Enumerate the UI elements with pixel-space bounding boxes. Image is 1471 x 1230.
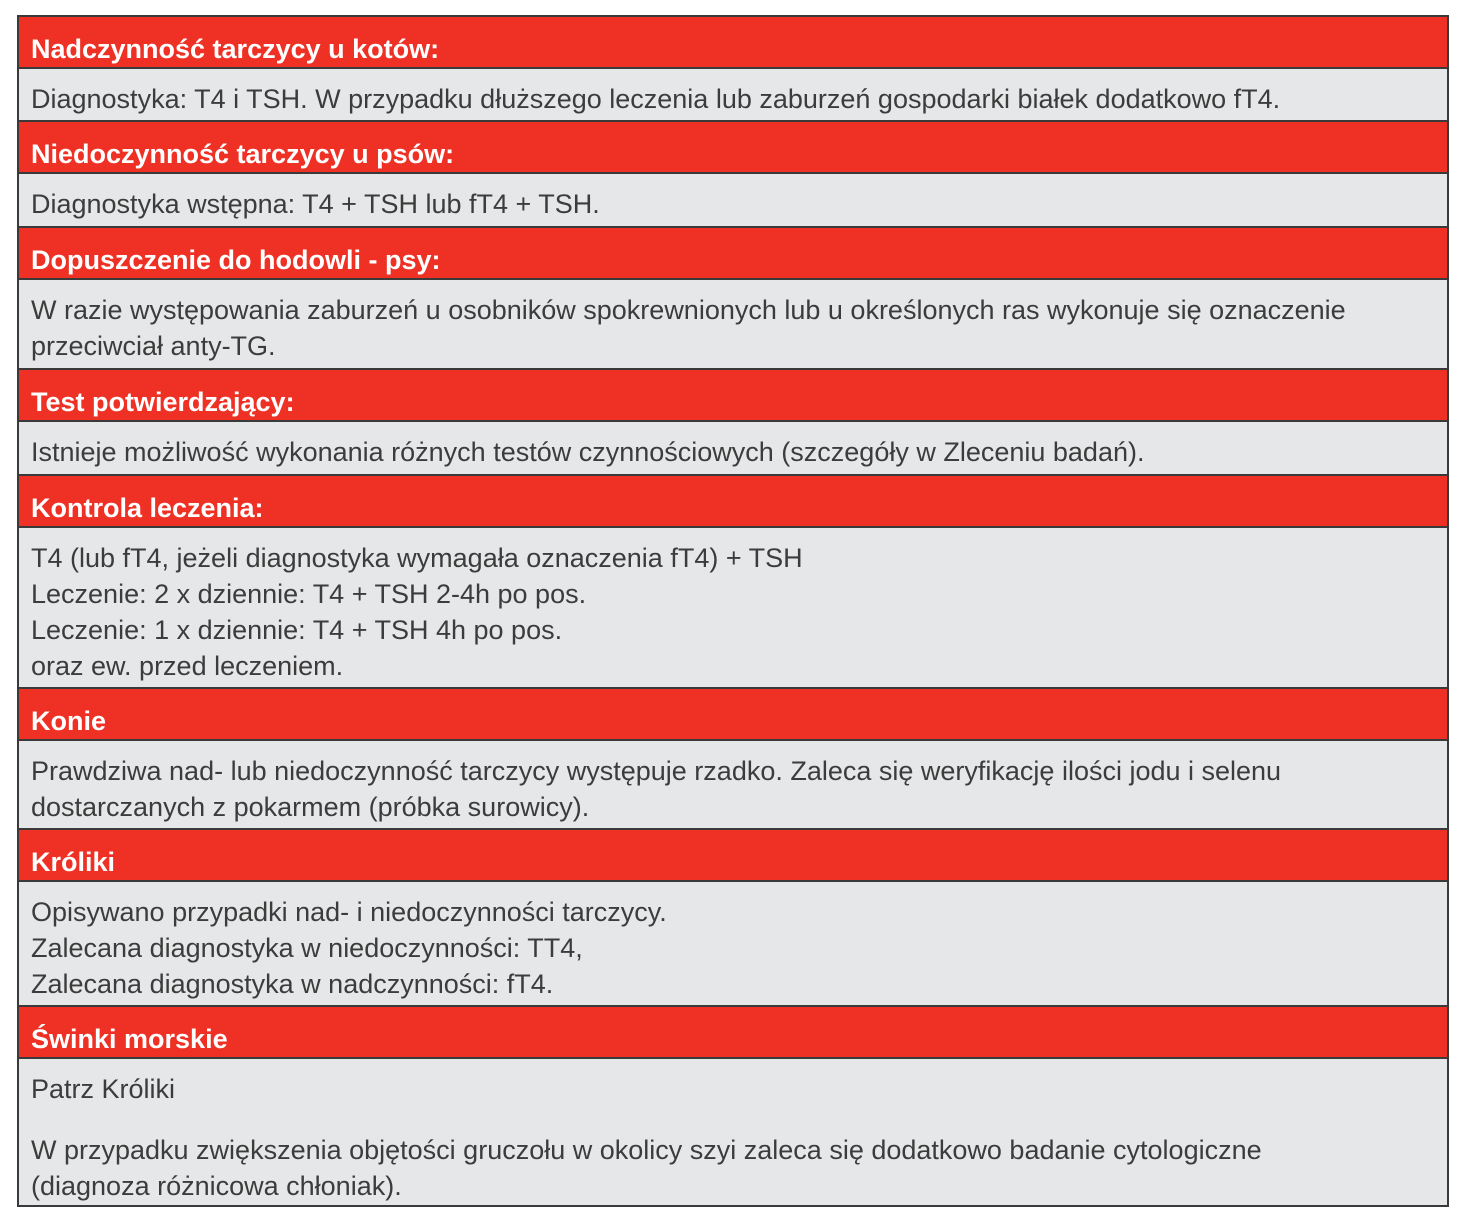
body-line: dostarczanych z pokarmem (próbka surowicy).: [31, 792, 590, 822]
section-header-breeding-dogs: Dopuszczenie do hodowli - psy:: [19, 228, 1447, 280]
body-line: Prawdziwa nad- lub niedoczynność tarczycy występuje rzadko. Zaleca się weryfikację ilości jodu i selenu: [31, 756, 1282, 786]
body-line: W razie występowania zaburzeń u osobników spokrewnionych lub u określonych ras wykonuje się oznaczenie: [31, 295, 1346, 325]
body-line: przeciwciał anty-TG.: [31, 331, 276, 361]
info-table: [17, 15, 1449, 1207]
body-line: Opisywano przypadki nad- i niedoczynności tarczycy.: [31, 897, 667, 927]
body-line: (diagnoza różnicowa chłoniak).: [31, 1171, 402, 1201]
body-line: T4 (lub fT4, jeżeli diagnostyka wymagała oznaczenia fT4) + TSH: [31, 543, 803, 573]
section-body-horses: [19, 741, 1447, 830]
body-line: Diagnostyka: T4 i TSH. W przypadku dłuższego leczenia lub zaburzeń gospodarki białek dodatkowo fT4.: [31, 84, 1281, 114]
body-line: Patrz Króliki: [31, 1074, 176, 1104]
body-line: Diagnostyka wstępna: T4 + TSH lub fT4 + TSH.: [31, 189, 600, 219]
section-header-confirmation-test: Test potwierdzający:: [19, 370, 1447, 422]
body-line: Leczenie: 2 x dziennie: T4 + TSH 2-4h po pos.: [31, 579, 587, 609]
section-body-dogs-hypothyroidism: [19, 174, 1447, 228]
body-line: Leczenie: 1 x dziennie: T4 + TSH 4h po pos.: [31, 615, 563, 645]
section-body-rabbits: [19, 882, 1447, 1007]
section-header-guinea-pigs: Świnki morskie: [19, 1007, 1447, 1059]
section-body-guinea-pigs: [19, 1059, 1447, 1205]
body-line: Istnieje możliwość wykonania różnych testów czynnościowych (szczegóły w Zleceniu badań).: [31, 437, 1145, 467]
section-header-horses: Konie: [19, 689, 1447, 741]
section-header-cats-hyperthyroidism: Nadczynność tarczycy u kotów:: [19, 17, 1447, 69]
section-header-treatment-control: Kontrola leczenia:: [19, 476, 1447, 528]
section-body-treatment-control: [19, 528, 1447, 689]
body-line: Zalecana diagnostyka w niedoczynności: TT4,: [31, 933, 583, 963]
section-body-confirmation-test: [19, 422, 1447, 476]
section-header-rabbits: Króliki: [19, 830, 1447, 882]
section-body-cats-hyperthyroidism: [19, 69, 1447, 122]
body-line: oraz ew. przed leczeniem.: [31, 651, 344, 681]
paragraph-gap: [31, 1107, 1435, 1132]
body-line: W przypadku zwiększenia objętości gruczołu w okolicy szyi zaleca się dodatkowo badanie cytologiczne: [31, 1135, 1262, 1165]
body-line: Zalecana diagnostyka w nadczynności: fT4.: [31, 969, 554, 999]
section-body-breeding-dogs: [19, 280, 1447, 370]
section-header-dogs-hypothyroidism: Niedoczynność tarczycy u psów:: [19, 122, 1447, 174]
